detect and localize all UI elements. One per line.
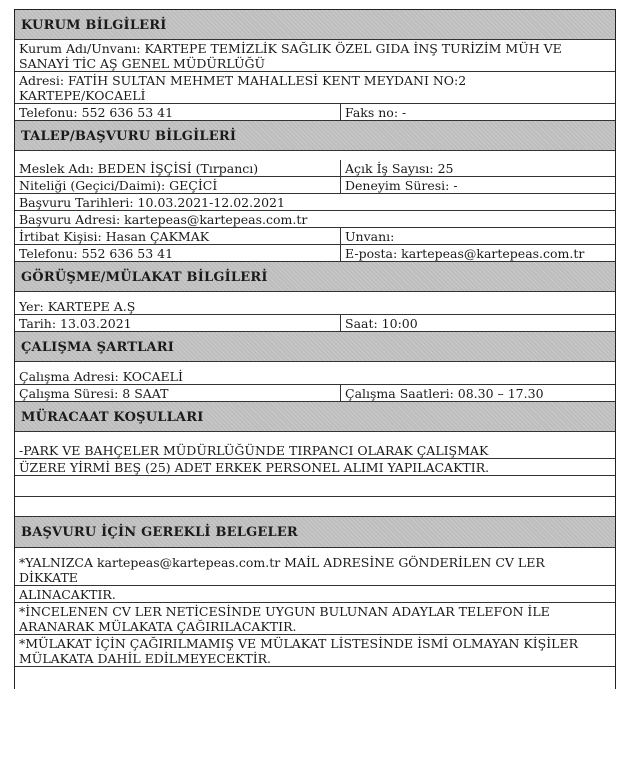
kurum-address-line1: Adresi: FATİH SULTAN MEHMET MAHALLESİ KENT MEYDANI NO:2 (19, 73, 467, 88)
belgeler-line1: *YALNIZCA kartepeas@kartepeas.com.tr MAİL ADRESİNE GÖNDERİLEN CV LER (19, 555, 545, 570)
talep-meslek-row (15, 151, 615, 177)
talep-nitelik: Niteliği (Geçici/Daimi): GEÇİCİ (15, 177, 341, 193)
gorusme-tarih: Tarih: 13.03.2021 (15, 315, 341, 331)
section-title: BAŞVURU İÇİN GEREKLİ BELGELER (21, 525, 298, 540)
belgeler-line2: DİKKATE (19, 570, 78, 585)
job-posting-form (14, 9, 616, 689)
belgeler-line6: *MÜLAKAT İÇİN ÇAĞIRILMAMIŞ VE MÜLAKAT LİSTESİNDE İSMİ OLMAYAN KİŞİLER (19, 636, 579, 651)
section-header-calisma (15, 332, 615, 362)
belgeler-item1-row (15, 548, 615, 586)
section-header-muracaat (15, 402, 615, 432)
muracaat-line2: ÜZERE YİRMİ BEŞ (25) ADET ERKEK PERSONEL ALIMI YAPILACAKTIR. (19, 460, 490, 475)
kurum-name-line2: SANAYİ TİC AŞ GENEL MÜDÜRLÜĞÜ (19, 56, 266, 71)
kurum-fax: Faks no: - (345, 105, 407, 120)
section-title: KURUM BİLGİLERİ (21, 17, 167, 33)
section-header-talep (15, 121, 615, 151)
kurum-address-row (15, 72, 615, 104)
section-title: ÇALIŞMA ŞARTLARI (21, 339, 175, 355)
talep-adres: Başvuru Adresi: kartepeas@kartepeas.com.tr (19, 212, 308, 227)
muracaat-line1: -PARK VE BAHÇELER MÜDÜRLÜĞÜNDE TIRPANCI OLARAK ÇALIŞMAK (19, 443, 489, 458)
blank-row (15, 476, 615, 497)
talep-tarihler: Başvuru Tarihleri: 10.03.2021-12.02.2021 (19, 195, 285, 210)
blank-row (15, 497, 615, 517)
talep-telefon: Telefonu: 552 636 53 41 (15, 245, 341, 261)
calisma-adres: Çalışma Adresi: KOCAELİ (19, 369, 183, 384)
belgeler-item3-row (15, 635, 615, 667)
kurum-name-line1: Kurum Adı/Unvanı: KARTEPE TEMİZLİK SAĞLIK ÖZEL GIDA İNŞ TURİZİM MÜH VE (19, 41, 562, 56)
gorusme-tarih-row (15, 315, 615, 332)
muracaat-line1-row (15, 432, 615, 459)
talep-irtibat-row (15, 228, 615, 245)
gorusme-saat: Saat: 10:00 (345, 316, 418, 331)
talep-acik-is: Açık İş Sayısı: 25 (345, 161, 454, 176)
kurum-address-line2: KARTEPE/KOCAELİ (19, 88, 146, 103)
section-title: MÜRACAAT KOŞULLARI (21, 409, 204, 425)
calisma-adres-row (15, 362, 615, 385)
talep-meslek: Meslek Adı: BEDEN İŞÇİSİ (Tırpancı) (15, 160, 341, 176)
section-header-gorusme (15, 262, 615, 292)
talep-adres-row (15, 211, 615, 228)
section-title: TALEP/BAŞVURU BİLGİLERİ (21, 128, 237, 144)
belgeler-line3: ALINACAKTIR. (19, 587, 116, 602)
talep-tarihler-row (15, 194, 615, 211)
belgeler-line4: *İNCELENEN CV LER NETİCESİNDE UYGUN BULUNAN ADAYLAR TELEFON İLE (19, 604, 550, 619)
belgeler-item2-row (15, 603, 615, 635)
blank-row (15, 667, 615, 689)
talep-deneyim: Deneyim Süresi: - (345, 178, 458, 193)
calisma-sure-row (15, 385, 615, 402)
belgeler-line7: MÜLAKATA DAHİL EDİLMEYECEKTİR. (19, 651, 272, 666)
muracaat-line2-row (15, 459, 615, 476)
talep-unvan: Unvanı: (345, 229, 395, 244)
calisma-saatler: Çalışma Saatleri: 08.30 – 17.30 (345, 386, 544, 401)
talep-nitelik-row (15, 177, 615, 194)
talep-telefon-row (15, 245, 615, 262)
gorusme-yer: Yer: KARTEPE A.Ş (19, 299, 136, 314)
belgeler-line3-row (15, 586, 615, 603)
kurum-phone: Telefonu: 552 636 53 41 (15, 104, 341, 120)
section-header-belgeler (15, 517, 615, 548)
belgeler-line5: ARANARAK MÜLAKATA ÇAĞIRILACAKTIR. (19, 619, 297, 634)
section-title: GÖRÜŞME/MÜLAKAT BİLGİLERİ (21, 269, 268, 285)
section-header-kurum (15, 10, 615, 40)
kurum-contact-row (15, 104, 615, 121)
talep-eposta: E-posta: kartepeas@kartepeas.com.tr (345, 246, 585, 261)
gorusme-yer-row (15, 292, 615, 315)
calisma-sure: Çalışma Süresi: 8 SAAT (15, 385, 341, 401)
kurum-name-row (15, 40, 615, 72)
talep-irtibat: İrtibat Kişisi: Hasan ÇAKMAK (15, 228, 341, 244)
